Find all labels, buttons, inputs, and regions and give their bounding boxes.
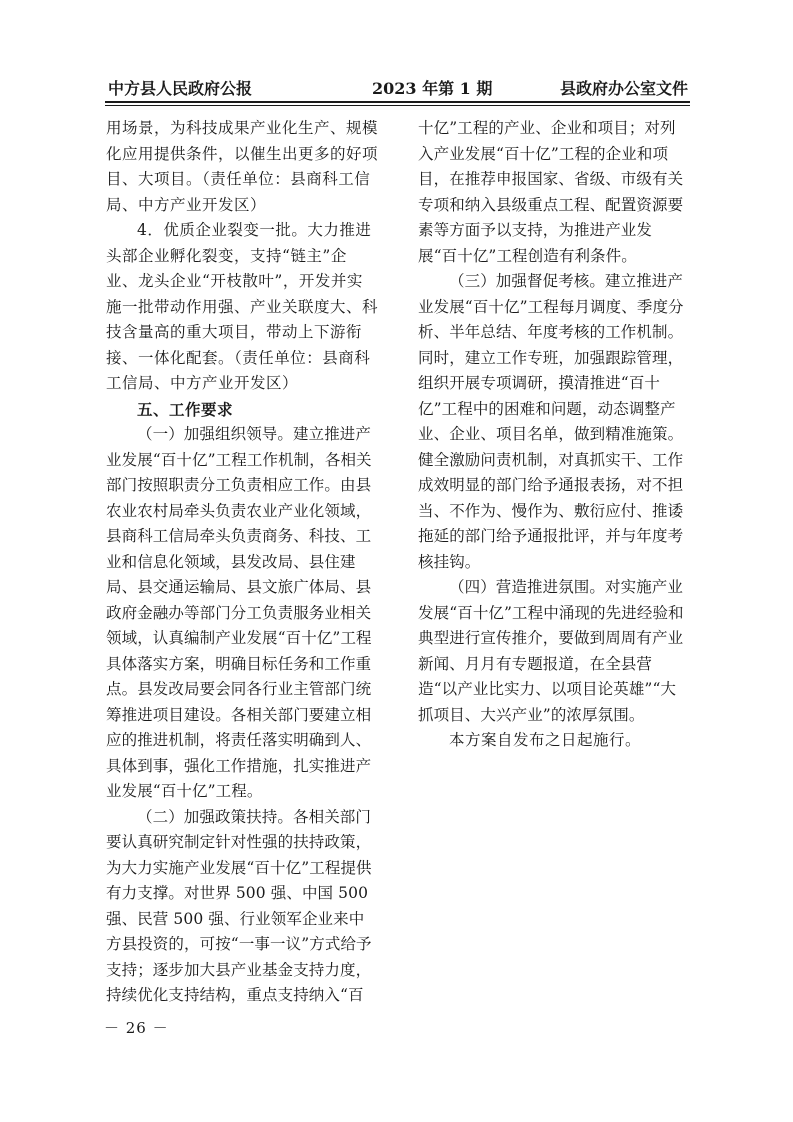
left-column [106,116,378,1009]
paragraph-organization: （一）加强组织领导。建立推进产业发展“百十亿”工程工作机制，各相关部门按照职责分工负责相应工作。由县农业农村局牵头负责农业产业化领域，县商科工信局牵头负责商务、科技、工业和信息化领域，县发改局、县住建局、县交通运输局、县文旅广体局、县政府金融办等部门分工负责服务业相关领域，认真编制产业发展“百十亿”工程具体落实方案，明确目标任务和工作重点。县发改局要会同各行业主管部门统筹推进项目建设。各相关部门要建立相应的推进机制，将责任落实明确到人、具体到事，强化工作措施，扎实推进产业发展“百十亿”工程。 [106,425,372,800]
paragraph-item-4: 4．优质企业裂变一批。大力推进头部企业孵化裂变，支持“链主”企业、龙头企业“开枝散叶”，开发并实施一批带动作用强、产业关联度大、科技含量高的重大项目，带动上下游衔接、一体化配套。（责任单位：县商科工信局、中方产业开发区） [106,221,379,392]
paragraph-effective-date: 本方案自发布之日起施行。 [449,731,642,749]
header-rule-thick [105,101,690,103]
paragraph-atmosphere: （四）营造推进氛围。对实施产业发展“百十亿”工程中涌现的先进经验和典型进行宣传推介，要做到周周有产业新闻、月月有专题报道，在全县营造“以产业比实力、以项目论英雄”“大抓项目、大兴产业”的浓厚氛围。 [418,578,684,724]
header-rule-thin [105,105,690,106]
section-heading-work-requirements: 五、工作要求 [137,399,234,419]
paragraph-supervision: （三）加强督促考核。建立推进产业发展“百十亿”工程每月调度、季度分析、半年总结、年度考核的工作机制。同时，建立工作专班，加强跟踪管理，组织开展专项调研，摸清推进“百十亿”工程中的困难和问题，动态调整产业、企业、项目名单，做到精准施策。健全激励问责机制，对真抓实干、工作成效明显的部门给予通报表扬，对不担当、不作为、慢作为、敷衍应付、推诿拖延的部门给予通报批评，并与年度考核挂钩。 [418,272,684,571]
paragraph-continued: 用场景，为科技成果产业化生产、规模化应用提供条件，以催生出更多的好项目、大项目。（责任单位：县商科工信局、中方产业开发区） [106,119,379,214]
header-publication-title: 中方县人民政府公报 [108,79,253,98]
header-issue: 2023 年第 1 期 [372,79,493,98]
running-header [108,76,688,100]
right-column [418,116,690,754]
page-number: － 26 － [104,1019,169,1037]
header-section: 县政府办公室文件 [559,79,688,98]
paragraph-policy-support: （二）加强政策扶持。各相关部门要认真研究制定针对性强的扶持政策，为大力实施产业发展“百十亿”工程提供有力支撑。对世界 500 强、中国 500 强、民营 500 强、行业领军企业来中方县投资的，可按“一事一议”方式给予支持；逐步加大县产业基金支持力度，持续优化支持结构，重点支持纳入“百 [106,807,372,1004]
paragraph-continued-right: 十亿”工程的产业、企业和项目；对列入产业发展“百十亿”工程的企业和项目，在推荐申报国家、省级、市级有关专项和纳入县级重点工程、配置资源要素等方面予以支持，为推进产业发展“百十亿”工程创造有利条件。 [418,119,684,265]
